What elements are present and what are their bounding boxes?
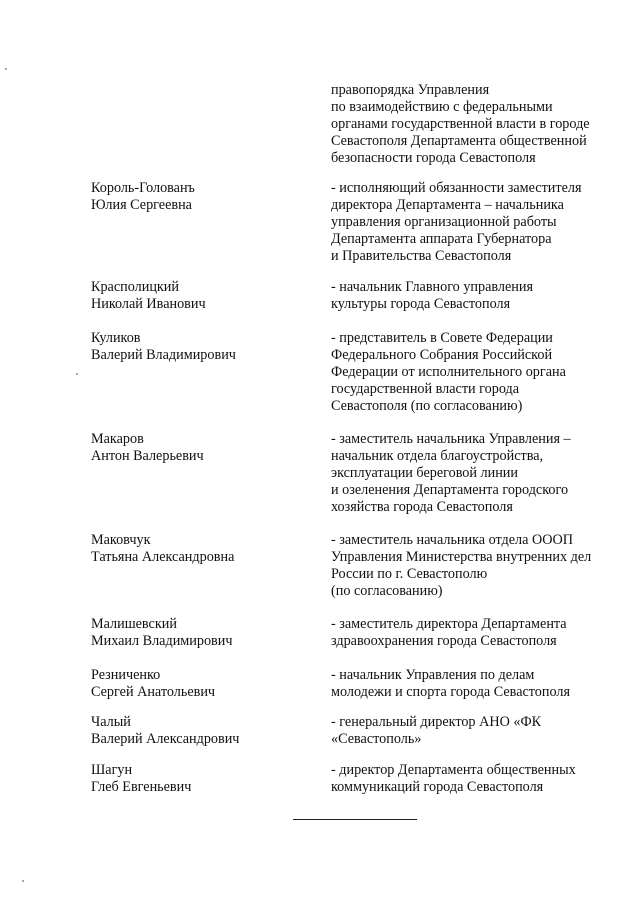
text-line: - заместитель директора Департамента (331, 616, 567, 632)
text-line: по взаимодействию с федеральными (331, 99, 553, 115)
text-line: здравоохранения города Севастополя (331, 633, 557, 649)
text-line: молодежи и спорта города Севастополя (331, 684, 571, 700)
surname: Резниченко (91, 667, 161, 683)
given-names: Татьяна Александровна (91, 549, 235, 565)
text-line: - исполняющий обязанности заместителя (331, 180, 582, 196)
text-line: Севастополя Департамента общественной (331, 133, 587, 149)
text-line: управления организационной работы (331, 214, 557, 230)
text-line: России по г. Севастополю (331, 566, 488, 582)
given-names: Валерий Владимирович (91, 347, 236, 363)
text-line: хозяйства города Севастополя (331, 499, 513, 515)
surname: Красполицкий (91, 279, 179, 295)
member-position (331, 714, 602, 748)
member-name (91, 762, 311, 796)
member-name (91, 616, 311, 650)
text-line: - директор Департамента общественных (331, 762, 576, 778)
text-line: начальник отдела благоустройства, (331, 448, 544, 464)
member-name (91, 667, 311, 701)
given-names: Сергей Анатольевич (91, 684, 216, 700)
member-name (91, 180, 311, 214)
member-position (331, 762, 602, 796)
text-line: - начальник Главного управления (331, 279, 534, 295)
surname: Король-Голованъ (91, 180, 195, 196)
end-rule (293, 819, 417, 820)
text-line: эксплуатации береговой линии (331, 465, 518, 481)
member-name (91, 330, 311, 364)
surname: Маковчук (91, 532, 151, 548)
text-line: и Правительства Севастополя (331, 248, 512, 264)
member-position (331, 667, 602, 701)
member-position (331, 330, 602, 415)
member-position (331, 616, 602, 650)
text-line: «Севастополь» (331, 731, 422, 747)
text-line: - генеральный директор АНО «ФК (331, 714, 542, 730)
text-line: коммуникаций города Севастополя (331, 779, 544, 795)
text-line: Севастополя (по согласованию) (331, 398, 523, 414)
text-line: культуры города Севастополя (331, 296, 511, 312)
member-position (331, 279, 602, 313)
member-name (91, 532, 311, 566)
surname: Малишевский (91, 616, 177, 632)
surname: Макаров (91, 431, 144, 447)
member-name (91, 714, 311, 748)
continuation-text (331, 82, 602, 167)
surname: Шагун (91, 762, 133, 778)
member-name (91, 431, 311, 465)
text-line: Управления Министерства внутренних дел (331, 549, 592, 565)
scan-speck (5, 68, 7, 70)
text-line: Департамента аппарата Губернатора (331, 231, 552, 247)
member-position (331, 431, 602, 516)
member-position (331, 532, 602, 600)
given-names: Михаил Владимирович (91, 633, 233, 649)
text-line: директора Департамента – начальника (331, 197, 564, 213)
text-line: (по согласованию) (331, 583, 443, 599)
text-line: Федерального Собрания Российской (331, 347, 553, 363)
text-line: Федерации от исполнительного органа (331, 364, 566, 380)
given-names: Юлия Сергеевна (91, 197, 192, 213)
text-line: правопорядка Управления (331, 82, 490, 98)
surname: Чалый (91, 714, 131, 730)
scan-speck (22, 880, 24, 882)
surname: Куликов (91, 330, 141, 346)
text-line: - представитель в Совете Федерации (331, 330, 553, 346)
given-names: Николай Иванович (91, 296, 206, 312)
given-names: Валерий Александрович (91, 731, 240, 747)
given-names: Антон Валерьевич (91, 448, 204, 464)
text-line: - начальник Управления по делам (331, 667, 535, 683)
member-position (331, 180, 602, 265)
scan-speck (76, 373, 78, 375)
member-name (91, 279, 311, 313)
text-line: органами государственной власти в городе (331, 116, 590, 132)
text-line: и озеленения Департамента городского (331, 482, 569, 498)
given-names: Глеб Евгеньевич (91, 779, 192, 795)
text-line: - заместитель начальника отдела ОООП (331, 532, 573, 548)
text-line: безопасности города Севастополя (331, 150, 536, 166)
text-line: государственной власти города (331, 381, 520, 397)
text-line: - заместитель начальника Управления – (331, 431, 571, 447)
